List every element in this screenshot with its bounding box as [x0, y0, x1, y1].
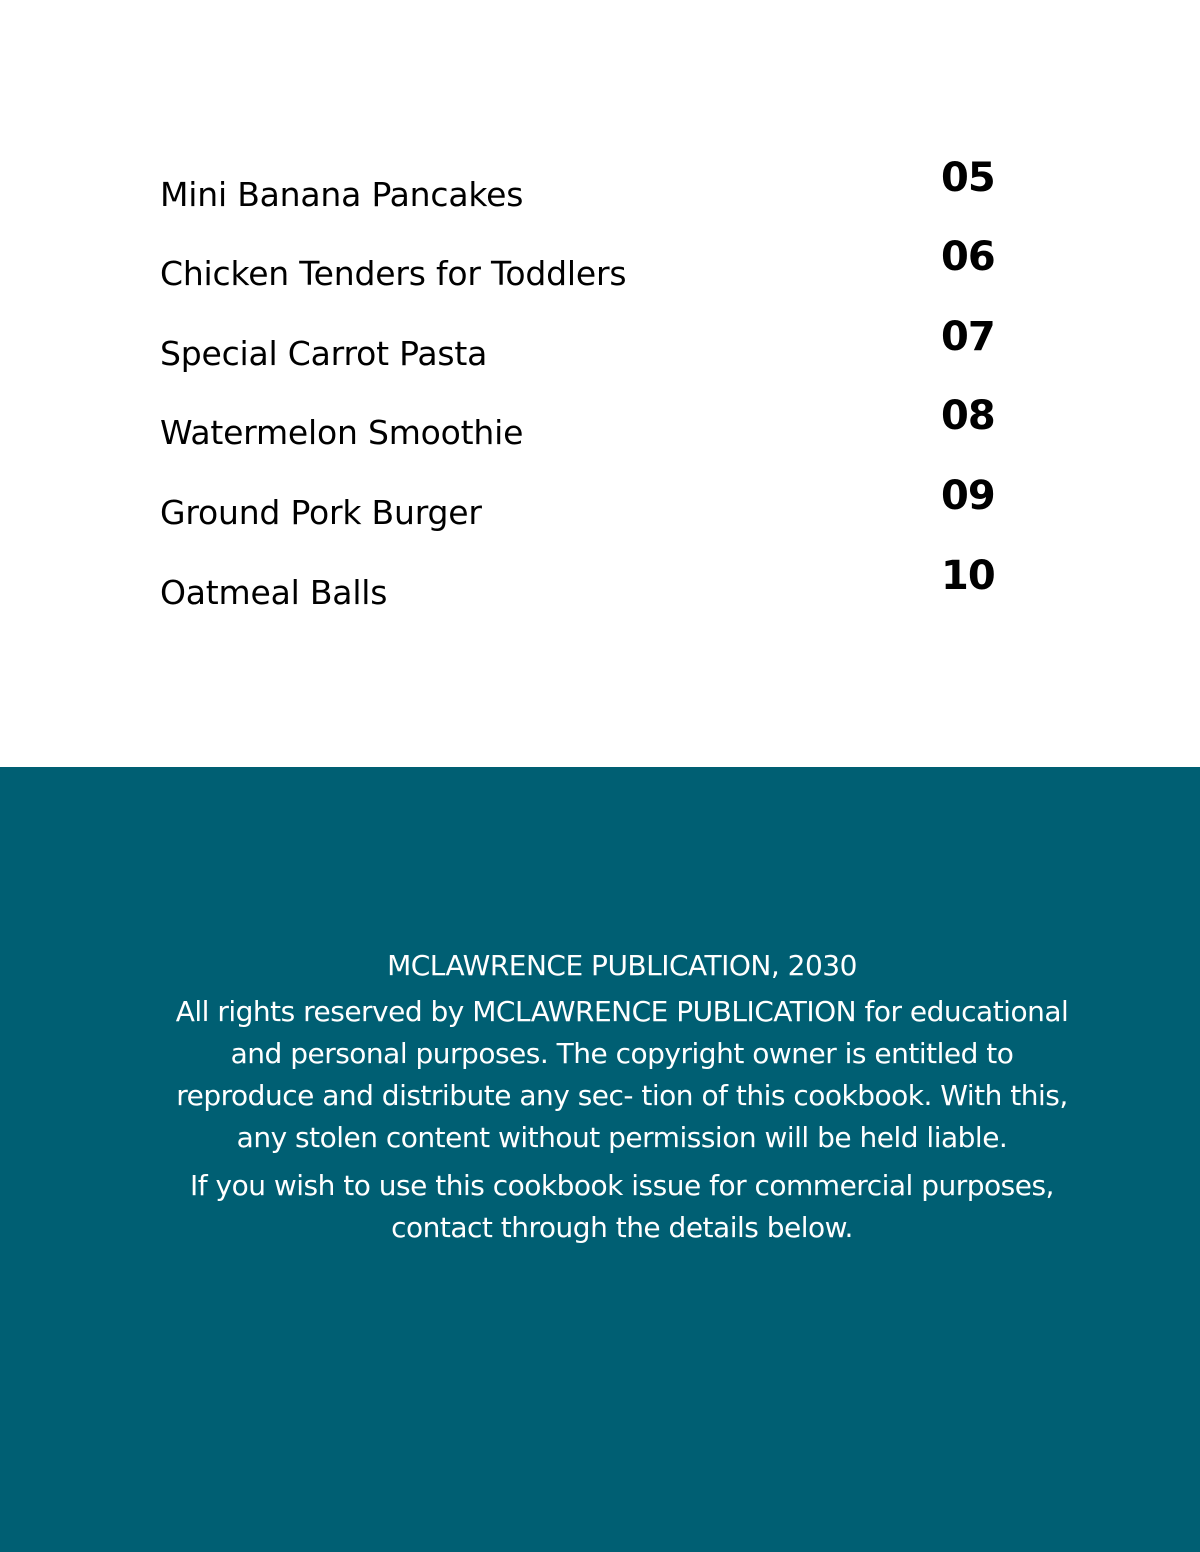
toc-entry-page-number: 09: [941, 473, 995, 519]
toc-entry-title: Chicken Tenders for Toddlers: [160, 254, 627, 293]
toc-entry[interactable]: [160, 473, 1000, 533]
toc-entry-title: Ground Pork Burger: [160, 493, 482, 532]
copyright-text-block: [170, 945, 1074, 1249]
copyright-footer: [0, 767, 1200, 1552]
toc-entry-page-number: 06: [941, 234, 995, 280]
toc-entry[interactable]: [160, 553, 1000, 613]
publisher-line: MCLAWRENCE PUBLICATION, 2030: [387, 949, 857, 982]
toc-entry-title: Oatmeal Balls: [160, 573, 388, 612]
commercial-use-paragraph: If you wish to use this cookbook issue for commercial purposes, contact through the details below.: [190, 1169, 1054, 1244]
table-of-contents: [0, 0, 1200, 767]
toc-entry[interactable]: [160, 314, 1000, 374]
toc-entry-page-number: 07: [941, 314, 995, 360]
toc-entry[interactable]: [160, 155, 1000, 215]
toc-entry-title: Special Carrot Pasta: [160, 334, 488, 373]
toc-entry-title: Mini Banana Pancakes: [160, 175, 524, 214]
toc-entry-page-number: 05: [941, 155, 995, 201]
rights-paragraph: All rights reserved by MCLAWRENCE PUBLICATION for educational and personal purposes. The copyright owner is entitled to reproduce and distribute any sec- tion of this cookbook. With this, any stolen content without permission will be held liable.: [175, 995, 1069, 1154]
toc-entry-page-number: 08: [941, 393, 995, 439]
toc-entry[interactable]: [160, 393, 1000, 453]
toc-entry-page-number: 10: [941, 553, 995, 599]
toc-entry[interactable]: [160, 234, 1000, 294]
toc-entry-title: Watermelon Smoothie: [160, 413, 524, 452]
